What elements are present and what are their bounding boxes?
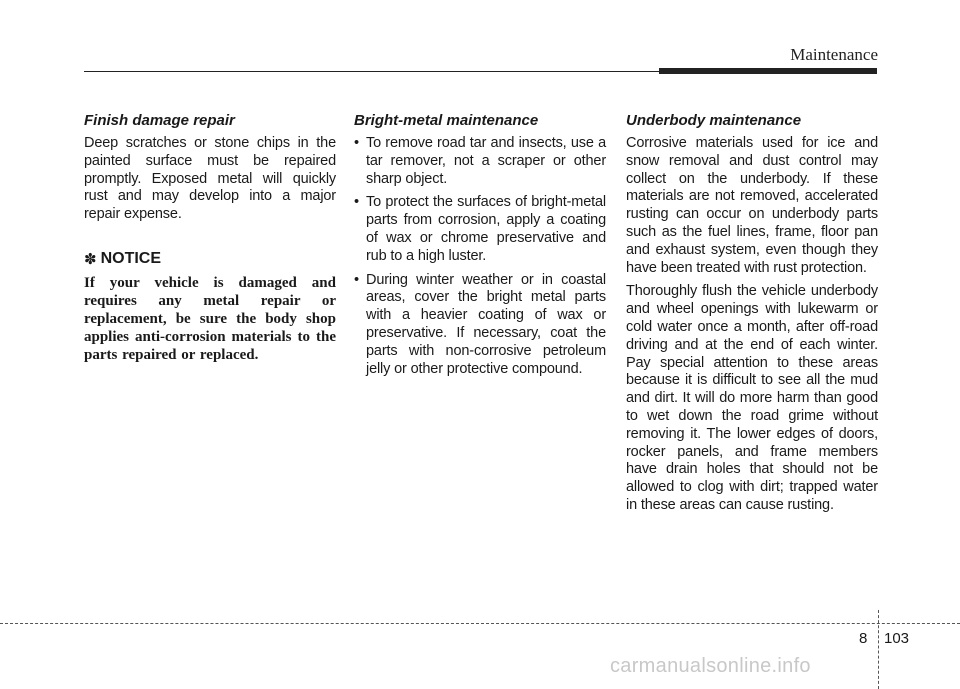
column-bright-metal [354,112,606,384]
footer-vertical-dashed-rule [878,610,879,689]
notice-star-icon: ✽ [84,250,97,268]
column-finish-damage [84,112,336,364]
notice-title: NOTICE [100,249,162,267]
underbody-heading: Underbody maintenance [626,112,802,129]
bullet-item [354,272,606,379]
underbody-paragraph-2: Thoroughly flush the vehicle underbody and wheel openings with lukewarm or cold water once a month, after off-road driving and at the end of each winter. Pay special attention to these areas because it is difficult to see all the mud and dirt. It will do more harm than good to wet down the road grime without removing it. The lower edges of doors, rocker panels, and frame members have drain holes that should not be allowed to clog with dirt; trapped water in these areas can cause rusting. [626,283,878,513]
notice-heading [84,250,336,268]
footer-dashed-rule [0,623,960,624]
underbody-paragraph-1: Corrosive materials used for ice and snow removal and dust control may collect on the underbody. If these materials are not removed, accelerated rusting can occur on underbody parts such as the fuel lines, frame, floor pan and exhaust system, even though they have been treated with rust protection. [626,135,878,276]
finish-damage-paragraph: Deep scratches or stone chips in the painted surface must be repaired promptly. Exposed metal will quickly rust and may develop into a major repair expense. [84,135,336,223]
bright-metal-heading: Bright-metal maintenance [354,112,539,129]
bullet-item [354,194,606,265]
page-number: 103 [884,630,910,647]
watermark-text: carmanualsonline.info [610,655,811,677]
bullet-item [354,135,606,188]
bullet-icon: • [354,271,359,288]
bullet-icon: • [354,135,359,151]
bullet-text: To remove road tar and insects, use a tar remover, not a scraper or other sharp object. [366,135,606,187]
header-rule-thick [659,68,877,74]
bullet-text: During winter weather or in coastal areas, cover the bright metal parts with a heavier coating of wax or preservative. If necessary, coat the parts with non-corrosive petroleum jelly or other protective compound. [366,271,606,377]
page-header-title: Maintenance [790,45,878,64]
bullet-text: To protect the surfaces of bright-metal parts from corrosion, apply a coating of wax or chrome preservative and rub to a high luster. [366,194,606,264]
column-underbody [626,112,878,521]
finish-damage-heading: Finish damage repair [84,112,235,129]
header-rule-thin [84,71,659,72]
bullet-icon: • [354,194,359,211]
page-chapter-number: 8 [859,630,868,647]
notice-text: If your vehicle is damaged and requires any metal repair or replacement, be sure the body shop applies anti-corrosion materials to the parts repaired or replaced. [84,274,336,363]
